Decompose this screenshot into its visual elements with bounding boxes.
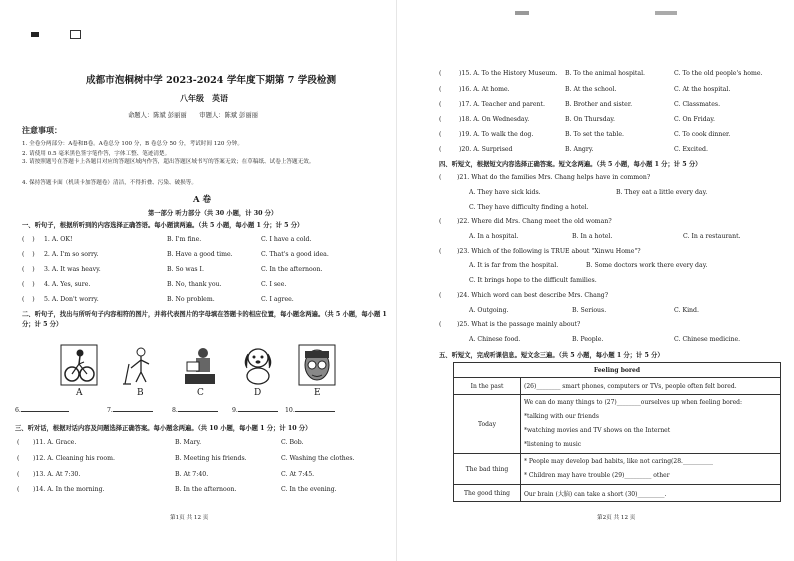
q3-option-b: B. So was I.	[167, 266, 204, 273]
q16-option-a: )16. A. At home.	[459, 86, 510, 93]
q13-option-a: )13. A. At 7:30.	[33, 471, 81, 478]
right-page	[397, 0, 794, 561]
volume-a-label: A 卷	[193, 195, 212, 205]
q24-option-a: A. Outgoing.	[469, 307, 509, 314]
blank-8-line	[178, 411, 218, 412]
q4-option-b: B. No, thank you.	[167, 281, 222, 288]
q2-option-c: C. That's a good idea.	[261, 251, 329, 258]
q21-option-a: A. They have sick kids.	[469, 189, 541, 196]
q11-option-b: B. Mary.	[175, 439, 202, 446]
scan-marker-icon	[31, 32, 39, 37]
q24-option-c: C. Kind.	[674, 307, 699, 314]
q11-paren[interactable]: (	[17, 439, 20, 446]
q13-option-b: B. At 7:40.	[175, 471, 209, 478]
q18-option-a: )18. A. On Wednesday.	[459, 116, 530, 123]
q19-paren[interactable]: (	[439, 131, 442, 138]
pic-label-b: B	[137, 388, 144, 398]
q15-paren[interactable]: (	[439, 70, 442, 77]
scan-noise-mark	[515, 11, 529, 15]
section1-heading: 一、听句子，根据所听到的内容选择正确答语。每小题读两遍。（共 5 小题，每小题 1 分；计 5 分）	[22, 222, 304, 229]
q13-paren[interactable]: (	[17, 471, 20, 478]
q20-paren[interactable]: (	[439, 146, 442, 153]
section2-heading: 二、听句子，找出与所听句子内容相符的图片，并将代表图片的字母填在答题卡的相应位置，每小题念两遍。（共 5 小题，每小题 1 分；计 5 分）	[22, 311, 387, 328]
q21-option-b: B. They eat a little every day.	[616, 189, 708, 196]
q19-option-b: B. To set the table.	[565, 131, 624, 138]
blank-9-number: 9.	[232, 407, 238, 414]
blank-6-number: 6.	[15, 407, 21, 414]
blank-10-number: 10.	[285, 407, 295, 414]
q5-option-b: B. No problem.	[167, 296, 215, 303]
q15-option-b: B. To the animal hospital.	[565, 70, 646, 77]
q21-option-c: C. They have difficulty finding a hotel.	[469, 204, 589, 211]
page-tab-icon	[70, 30, 81, 39]
q14-option-b: B. In the afternoon.	[175, 486, 237, 493]
q24-question: )24. Which word can best describe Mrs. Chang?	[457, 292, 609, 299]
q1-option-b: B. I'm fine.	[167, 236, 202, 243]
pic-label-e: E	[314, 388, 321, 398]
row-bad-line-2[interactable]: * Children may have trouble (29)_________ other	[524, 472, 670, 479]
row-today-line-1[interactable]: We can do many things to (27)________ourselves up when feeling bored:	[524, 399, 743, 406]
q2-option-a: 2. A. I'm so sorry.	[44, 251, 99, 258]
q17-option-b: B. Brother and sister.	[565, 101, 633, 108]
note-4: 4. 保持答题卡面（机读卡加答题卷）清洁，不得折叠、污染、破损等。	[22, 180, 197, 186]
table-title: Feeling bored	[454, 363, 781, 378]
q19-option-a: )19. A. To walk the dog.	[459, 131, 534, 138]
scan-noise-mark-2	[655, 11, 677, 15]
q17-option-a: )17. A. Teacher and parent.	[459, 101, 545, 108]
row-label-today: Today	[454, 395, 521, 454]
q4-option-c: C. I see.	[261, 281, 287, 288]
blank-6-line	[21, 411, 69, 412]
q5-option-c: C. I agree.	[261, 296, 294, 303]
q25-option-a: A. Chinese food.	[469, 336, 521, 343]
q1-option-c: C. I have a cold.	[261, 236, 312, 243]
row-label-past: In the past	[454, 378, 521, 395]
blank-10-line	[295, 411, 335, 412]
q16-option-c: C. At the hospital.	[674, 86, 731, 93]
table-title-row	[454, 363, 781, 378]
section5-heading: 五、听短文，完成听课信息。短文念三遍。（共 5 小题，每小题 1 分；计 5 分）	[439, 352, 664, 359]
q14-paren[interactable]: (	[17, 486, 20, 493]
q18-option-c: C. On Friday.	[674, 116, 715, 123]
q15-option-c: C. To the old people's home.	[674, 70, 763, 77]
table-row	[454, 395, 781, 454]
q22-question: )22. Where did Mrs. Chang meet the old woman?	[457, 218, 612, 225]
q16-option-b: B. At the school.	[565, 86, 617, 93]
q17-option-c: C. Classmates.	[674, 101, 721, 108]
q5-option-a: 5. A. Don't worry.	[44, 296, 99, 303]
q12-paren[interactable]: (	[17, 455, 20, 462]
q3-option-a: 3. A. It was heavy.	[44, 266, 101, 273]
blank-7-number: 7.	[107, 407, 113, 414]
q23-question: )23. Which of the following is TRUE about "Xinwu Home"?	[457, 248, 641, 255]
left-page-footer: 第1页 共 12 页	[170, 515, 209, 521]
blank-9[interactable]	[232, 407, 278, 414]
note-2: 2. 请使用 0.5 毫米黑色签字笔作答，字体工整、笔迹清楚。	[22, 151, 171, 157]
right-page-footer: 第2页 共 12 页	[597, 515, 636, 521]
q25-question: )25. What is the passage mainly about?	[457, 321, 581, 328]
table-row	[454, 378, 781, 395]
q2-option-b: B. Have a good time.	[167, 251, 233, 258]
q23-option-b: B. Some doctors work there every day.	[586, 262, 708, 269]
q22-option-c: C. In a restaurant.	[683, 233, 741, 240]
q4-paren[interactable]: ( )	[22, 281, 35, 288]
q11-option-a: )11. A. Grace.	[33, 439, 77, 446]
blank-7-line	[113, 411, 153, 412]
q14-option-c: C. In the evening.	[281, 486, 337, 493]
blank-6[interactable]	[15, 407, 69, 414]
feeling-bored-table	[453, 362, 781, 502]
q2-paren[interactable]: ( )	[22, 251, 35, 258]
row-label-good: The good thing	[454, 485, 521, 502]
q22-option-a: A. In a hospital.	[469, 233, 519, 240]
table-row	[454, 485, 781, 502]
row-today-content	[521, 395, 781, 454]
blank-10[interactable]	[285, 407, 335, 414]
row-today-line-3: *watching movies and TV shows on the Internet	[524, 427, 671, 434]
blank-8-number: 8.	[172, 407, 178, 414]
picture-a-bicycle-icon	[60, 344, 98, 386]
note-3: 3. 请按照题号在答题卡上各题目对应的答题区域内作答，超出答题区域书写的答案无效；在草稿纸、试卷上答题无效。	[22, 159, 315, 165]
row-today-line-4: *listening to music	[524, 441, 582, 448]
picture-d-dog-icon	[238, 344, 276, 386]
q16-paren[interactable]: (	[439, 86, 442, 93]
q18-paren[interactable]: (	[439, 116, 442, 123]
blank-7[interactable]	[107, 407, 153, 414]
q24-paren[interactable]: (	[439, 292, 442, 299]
blank-8[interactable]	[172, 407, 218, 414]
q21-paren[interactable]: (	[439, 174, 442, 181]
q3-paren[interactable]: ( )	[22, 266, 35, 273]
row-label-bad: The bad thing	[454, 454, 521, 485]
q17-paren[interactable]: (	[439, 101, 442, 108]
picture-c-reading-icon	[181, 344, 219, 386]
q3-option-c: C. In the afternoon.	[261, 266, 323, 273]
q21-question: )21. What do the families Mrs. Chang helps have in common?	[457, 174, 651, 181]
notes-title: 注意事项：	[22, 125, 62, 135]
part1-heading: 第一部分 听力部分（共 30 小题，计 30 分）	[148, 210, 278, 217]
picture-e-boy-glasses-icon	[298, 344, 336, 386]
q12-option-c: C. Washing the clothes.	[281, 455, 355, 462]
q12-option-b: B. Meeting his friends.	[175, 455, 247, 462]
row-good-line-1[interactable]: Our brain (大脑) can take a short (30)_________.	[521, 485, 781, 502]
pic-label-c: C	[197, 388, 204, 398]
exam-title: 成都市泡桐树中学 2023-2024 学年度下期第 7 学段检测	[86, 75, 337, 86]
q12-option-a: )12. A. Cleaning his room.	[33, 455, 115, 462]
row-bad-content	[521, 454, 781, 485]
row-past-line-1[interactable]: (26)________ smart phones, computers or TVs, people often felt bored.	[521, 378, 781, 395]
q23-option-c: C. It brings hope to the difficult families.	[469, 277, 597, 284]
row-bad-line-1[interactable]: * People may develop bad habits, like not caring(28.__________	[524, 458, 713, 465]
q20-option-c: C. Excited.	[674, 146, 708, 153]
q5-paren[interactable]: ( )	[22, 296, 35, 303]
q1-option-a: 1. A. OK!	[44, 236, 73, 243]
q22-option-b: B. In a hotel.	[572, 233, 613, 240]
q1-paren[interactable]: ( )	[22, 236, 35, 243]
q23-paren[interactable]: (	[439, 248, 442, 255]
q11-option-c: C. Bob.	[281, 439, 304, 446]
q19-option-c: C. To cook dinner.	[674, 131, 731, 138]
q25-paren[interactable]: (	[439, 321, 442, 328]
section3-heading: 三、听对话，根据对话内容及问题选择正确答案。每小题念两遍。（共 10 小题，每小题 1 分；计 10 分）	[15, 425, 312, 432]
q4-option-a: 4. A. Yes, sure.	[44, 281, 91, 288]
pic-label-a: A	[76, 388, 83, 398]
q15-option-a: )15. A. To the History Museum.	[459, 70, 558, 77]
q20-option-a: )20. A. Surprised	[459, 146, 513, 153]
q18-option-b: B. On Thursday.	[565, 116, 616, 123]
table-row	[454, 454, 781, 485]
section4-heading: 四、听短文，根据短文内容选择正确答案。短文念两遍。（共 5 小题，每小题 1 分；计 5 分）	[439, 161, 702, 168]
q25-option-b: B. People.	[572, 336, 604, 343]
q22-paren[interactable]: (	[439, 218, 442, 225]
author-line: 命题人：陈斌 彭丽丽 审题人：陈斌 彭丽丽	[128, 112, 258, 119]
q24-option-b: B. Serious.	[572, 307, 607, 314]
pic-label-d: D	[254, 388, 262, 398]
q20-option-b: B. Angry.	[565, 146, 594, 153]
q14-option-a: )14. A. In the morning.	[33, 486, 105, 493]
q25-option-c: C. Chinese medicine.	[674, 336, 741, 343]
q13-option-c: C. At 7:45.	[281, 471, 315, 478]
row-today-line-2: *talking with our friends	[524, 413, 599, 420]
note-1: 1. 全卷分两部分：A卷和B卷。A卷总分 100 分，B 卷总分 50 分，考试时间 120 分钟。	[22, 141, 243, 147]
q23-option-a: A. It is far from the hospital.	[469, 262, 559, 269]
blank-9-line	[238, 411, 278, 412]
picture-b-sweeping-icon	[121, 344, 159, 386]
exam-subtitle: 八年级 英语	[180, 93, 228, 103]
